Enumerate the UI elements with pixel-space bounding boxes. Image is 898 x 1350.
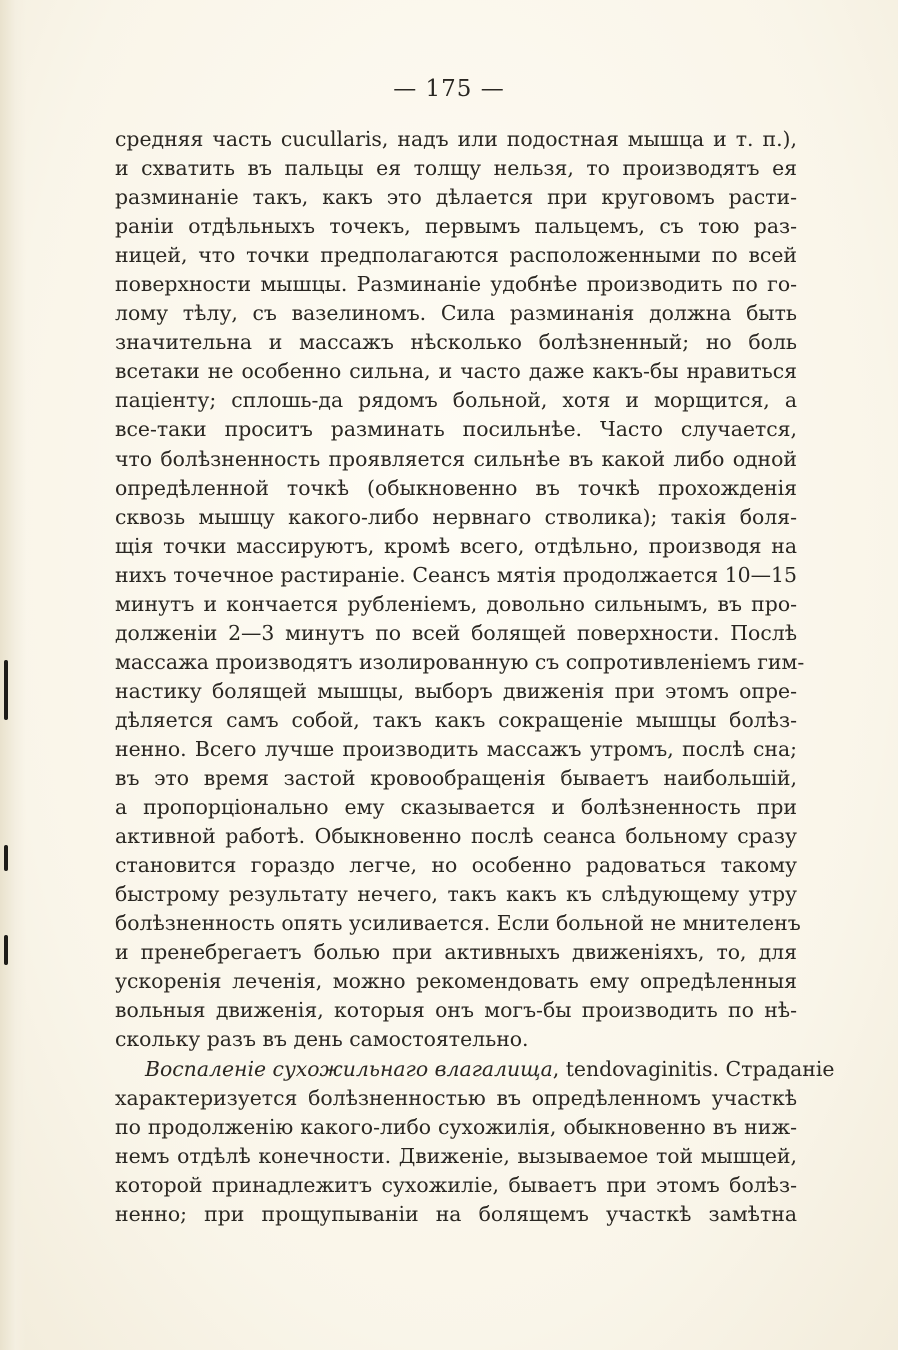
first-line-rest: , tendovaginitis. Страданiе — [552, 1056, 835, 1081]
text-line: характеризуется болѣзненностью въ опредѣленномъ участкѣ — [115, 1085, 797, 1110]
text-line: немъ отдѣлѣ конечности. Движенiе, вызываемое той мышцей, — [115, 1143, 797, 1168]
text-line: средняя часть cucullaris, надъ или подостная мышца и т. п.), — [115, 127, 797, 151]
text-line: становится гораздо легче, но особенно радоваться такому — [115, 853, 797, 878]
text-line: значительна и массажъ нѣсколько болѣзненный; но боль — [115, 330, 797, 355]
text-line: нихъ точечное растиранiе. Сеансъ мятiя продолжается 10—15 — [115, 562, 797, 587]
text-line: и схватить въ пальцы ея толщу нельзя, то производятъ ея — [115, 156, 797, 181]
text-line: лому тѣлу, съ вазелиномъ. Сила разминанiя должна быть — [115, 301, 797, 326]
text-line: щiя точки массируютъ, кромѣ всего, отдѣльно, производя на — [115, 533, 797, 558]
text-line: опредѣленной точкѣ (обыкновенно въ точкѣ прохожденiя — [115, 475, 797, 500]
paragraph-2 — [115, 1055, 835, 1229]
binding-mark — [4, 935, 8, 965]
text-line: дѣляется самъ собой, такъ какъ сокращенiе мышцы болѣз- — [115, 707, 797, 732]
text-line: по продолженiю какого-либо сухожилiя, обыкновенно въ ниж- — [115, 1114, 797, 1139]
text-line: въ это время застой кровообращенiя бываетъ наибольшiй, — [115, 766, 797, 791]
text-line: всетаки не особенно сильна, и часто даже какъ-бы нравиться — [115, 359, 797, 384]
binding-mark — [4, 845, 8, 871]
text-line: разминанiе такъ, какъ это дѣлается при круговомъ расти- — [115, 185, 797, 210]
binding-mark — [4, 660, 8, 720]
text-line: сквозь мышцу какого-либо нервнаго стволика); такiя боля- — [115, 504, 797, 529]
text-line: ненно; при прощупыванiи на болящемъ участкѣ замѣтна — [115, 1201, 797, 1226]
text-line: массажа производятъ изолированную съ сопротивленiемъ гим- — [115, 649, 805, 674]
text-line: и пренебрегаетъ болью при активныхъ движенiяхъ, то, для — [115, 940, 797, 965]
text-line: болѣзненность опять усиливается. Если больной не мнителенъ — [115, 911, 801, 936]
body-text — [115, 125, 835, 1229]
text-line: ненно. Всего лучше производить массажъ утромъ, послѣ сна; — [115, 736, 797, 761]
text-line: быстрому результату нечего, такъ какъ къ слѣдующему утру — [115, 882, 797, 907]
text-line: вольныя движенiя, которыя онъ могъ-бы производить по нѣ- — [115, 998, 797, 1023]
text-line: поверхности мышцы. Разминанiе удобнѣе производить по го- — [115, 272, 797, 297]
page-number: — 175 — — [393, 76, 505, 102]
text-line: ранiи отдѣльныхъ точекъ, первымъ пальцемъ, съ тою раз- — [115, 214, 797, 239]
text-line: а пропорцiонально ему сказывается и болѣзненность при — [115, 795, 797, 820]
text-line: скольку разъ въ день самостоятельно. — [115, 1027, 529, 1052]
text-line: пацiенту; сплошь-да рядомъ больной, хотя и морщится, а — [115, 388, 797, 413]
text-line: все-таки проситъ разминать посильнѣе. Часто случается, — [115, 417, 797, 442]
paragraph-2-first-line — [115, 1055, 835, 1084]
text-line: что болѣзненность проявляется сильнѣе въ какой либо одной — [115, 446, 797, 471]
text-line: ницей, что точки предполагаются расположенными по всей — [115, 243, 797, 268]
text-line: долженiи 2—3 минутъ по всей болящей поверхности. Послѣ — [115, 620, 797, 645]
page-binding-edge — [0, 0, 26, 1350]
text-line: которой принадлежитъ сухожилiе, бываетъ при этомъ болѣз- — [115, 1172, 797, 1197]
text-line: минутъ и кончается рубленiемъ, довольно сильнымъ, въ про- — [115, 591, 797, 616]
paragraph-1 — [115, 125, 805, 1055]
text-line: активной работѣ. Обыкновенно послѣ сеанса больному сразу — [115, 824, 797, 849]
text-line: ускоренiя леченiя, можно рекомендовать ему опредѣленныя — [115, 969, 797, 994]
section-heading-italic: Воспаленiе сухожильнаго влагалища — [145, 1056, 553, 1081]
text-line: настику болящей мышцы, выборъ движенiя при этомъ опре- — [115, 678, 797, 703]
